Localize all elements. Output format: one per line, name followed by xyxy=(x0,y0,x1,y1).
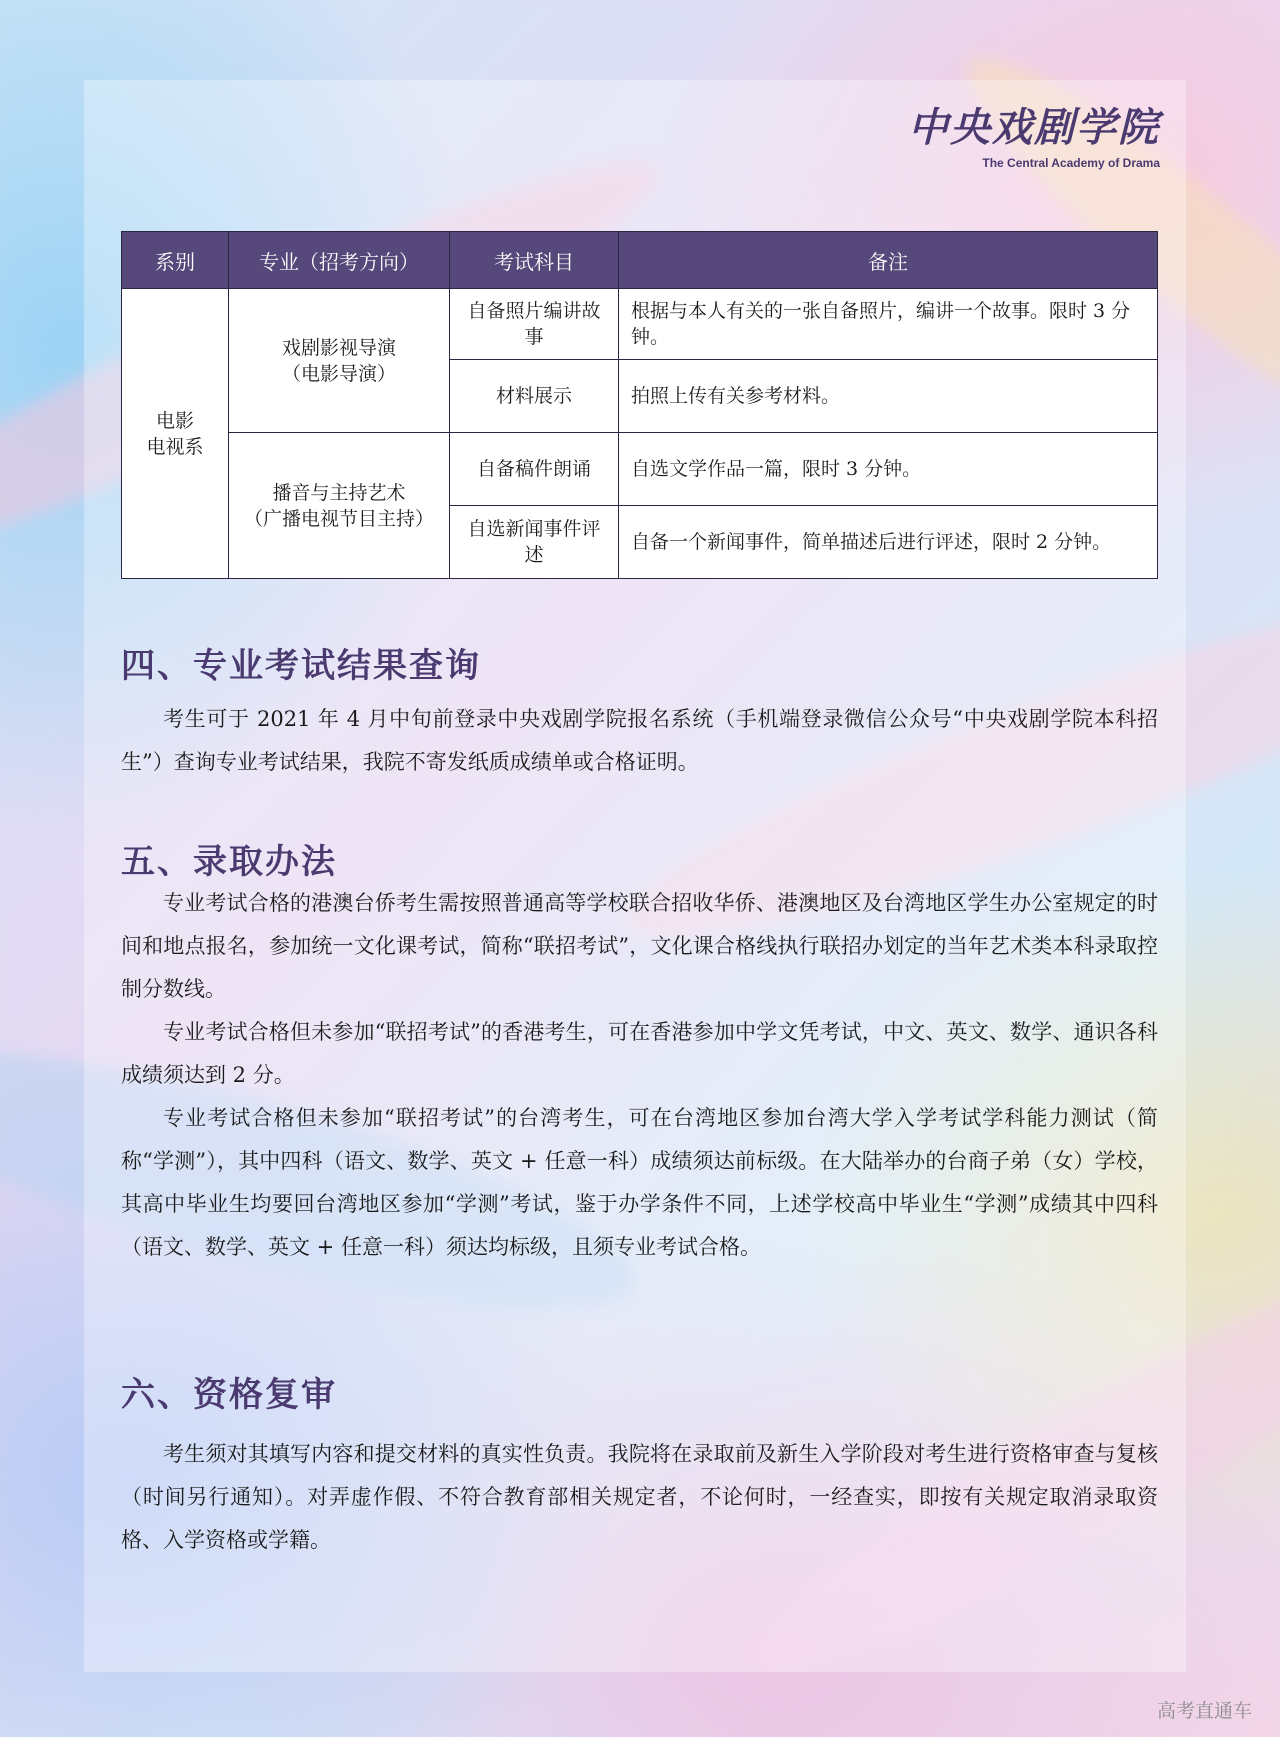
note-cell: 自备一个新闻事件，简单描述后进行评述，限时 2 分钟。 xyxy=(619,506,1158,579)
section-title-review: 六、资格复审 xyxy=(121,1375,337,1415)
table-row xyxy=(122,433,1158,506)
header-major: 专业（招考方向） xyxy=(229,232,450,289)
section-paragraph: 考生须对其填写内容和提交材料的真实性负责。我院将在录取前及新生入学阶段对考生进行资格审查与复核（时间另行通知）。对弄虚作假、不符合教育部相关规定者，不论何时，一经查实，即按有关规定取消录取资格、入学资格或学籍。 xyxy=(121,1442,1158,1552)
section-paragraph: 专业考试合格的港澳台侨考生需按照普通高等学校联合招收华侨、港澳地区及台湾地区学生办公室规定的时间和地点报名，参加统一文化课考试，简称“联招考试”，文化课合格线执行联招办划定的当年艺术类本科录取控制分数线。 xyxy=(121,891,1158,1001)
note-cell: 拍照上传有关参考材料。 xyxy=(619,360,1158,433)
exam-subjects-table xyxy=(121,231,1158,579)
subject-cell: 自备照片编讲故事 xyxy=(450,289,619,360)
academy-logo xyxy=(908,104,1160,170)
header-subject: 考试科目 xyxy=(450,232,619,289)
subject-cell: 自备稿件朗诵 xyxy=(450,433,619,506)
major-cell: 戏剧影视导演 （电影导演） xyxy=(229,289,450,433)
table-header-row xyxy=(122,232,1158,289)
header-department: 系别 xyxy=(122,232,229,289)
section-paragraph: 考生可于 2021 年 4 月中旬前登录中央戏剧学院报名系统（手机端登录微信公众号“中央戏剧学院本科招生”）查询专业考试结果，我院不寄发纸质成绩单或合格证明。 xyxy=(121,707,1158,774)
watermark-text: 高考直通车 xyxy=(1156,1700,1252,1722)
section-title-admission: 五、录取办法 xyxy=(121,842,337,882)
section-paragraph: 专业考试合格但未参加“联招考试”的台湾考生，可在台湾地区参加台湾大学入学考试学科能力测试（简称“学测”），其中四科（语文、数学、英文 + 任意一科）成绩须达前标级。在大陆举办的台商子弟（女）学校，其高中毕业生均要回台湾地区参加“学测”考试，鉴于办学条件不同，上述学校高中毕业生“学测”成绩其中四科（语文、数学、英文 + 任意一科）须达均标级，且须专业考试合格。 xyxy=(121,1106,1158,1259)
note-cell: 根据与本人有关的一张自备照片，编讲一个故事。限时 3 分钟。 xyxy=(619,289,1158,360)
section-title-results: 四、专业考试结果查询 xyxy=(121,646,481,686)
logo-english-name: The Central Academy of Drama xyxy=(982,156,1160,170)
section-paragraph: 专业考试合格但未参加“联招考试”的香港考生，可在香港参加中学文凭考试，中文、英文、数学、通识各科成绩须达到 2 分。 xyxy=(121,1020,1158,1087)
major-cell: 播音与主持艺术 （广播电视节目主持） xyxy=(229,433,450,579)
subject-cell: 自选新闻事件评述 xyxy=(450,506,619,579)
subject-cell: 材料展示 xyxy=(450,360,619,433)
header-note: 备注 xyxy=(619,232,1158,289)
table-row xyxy=(122,289,1158,360)
department-cell: 电影 电视系 xyxy=(122,289,229,579)
logo-chinese-name: 中央戏剧学院 xyxy=(908,104,1160,151)
note-cell: 自选文学作品一篇，限时 3 分钟。 xyxy=(619,433,1158,506)
